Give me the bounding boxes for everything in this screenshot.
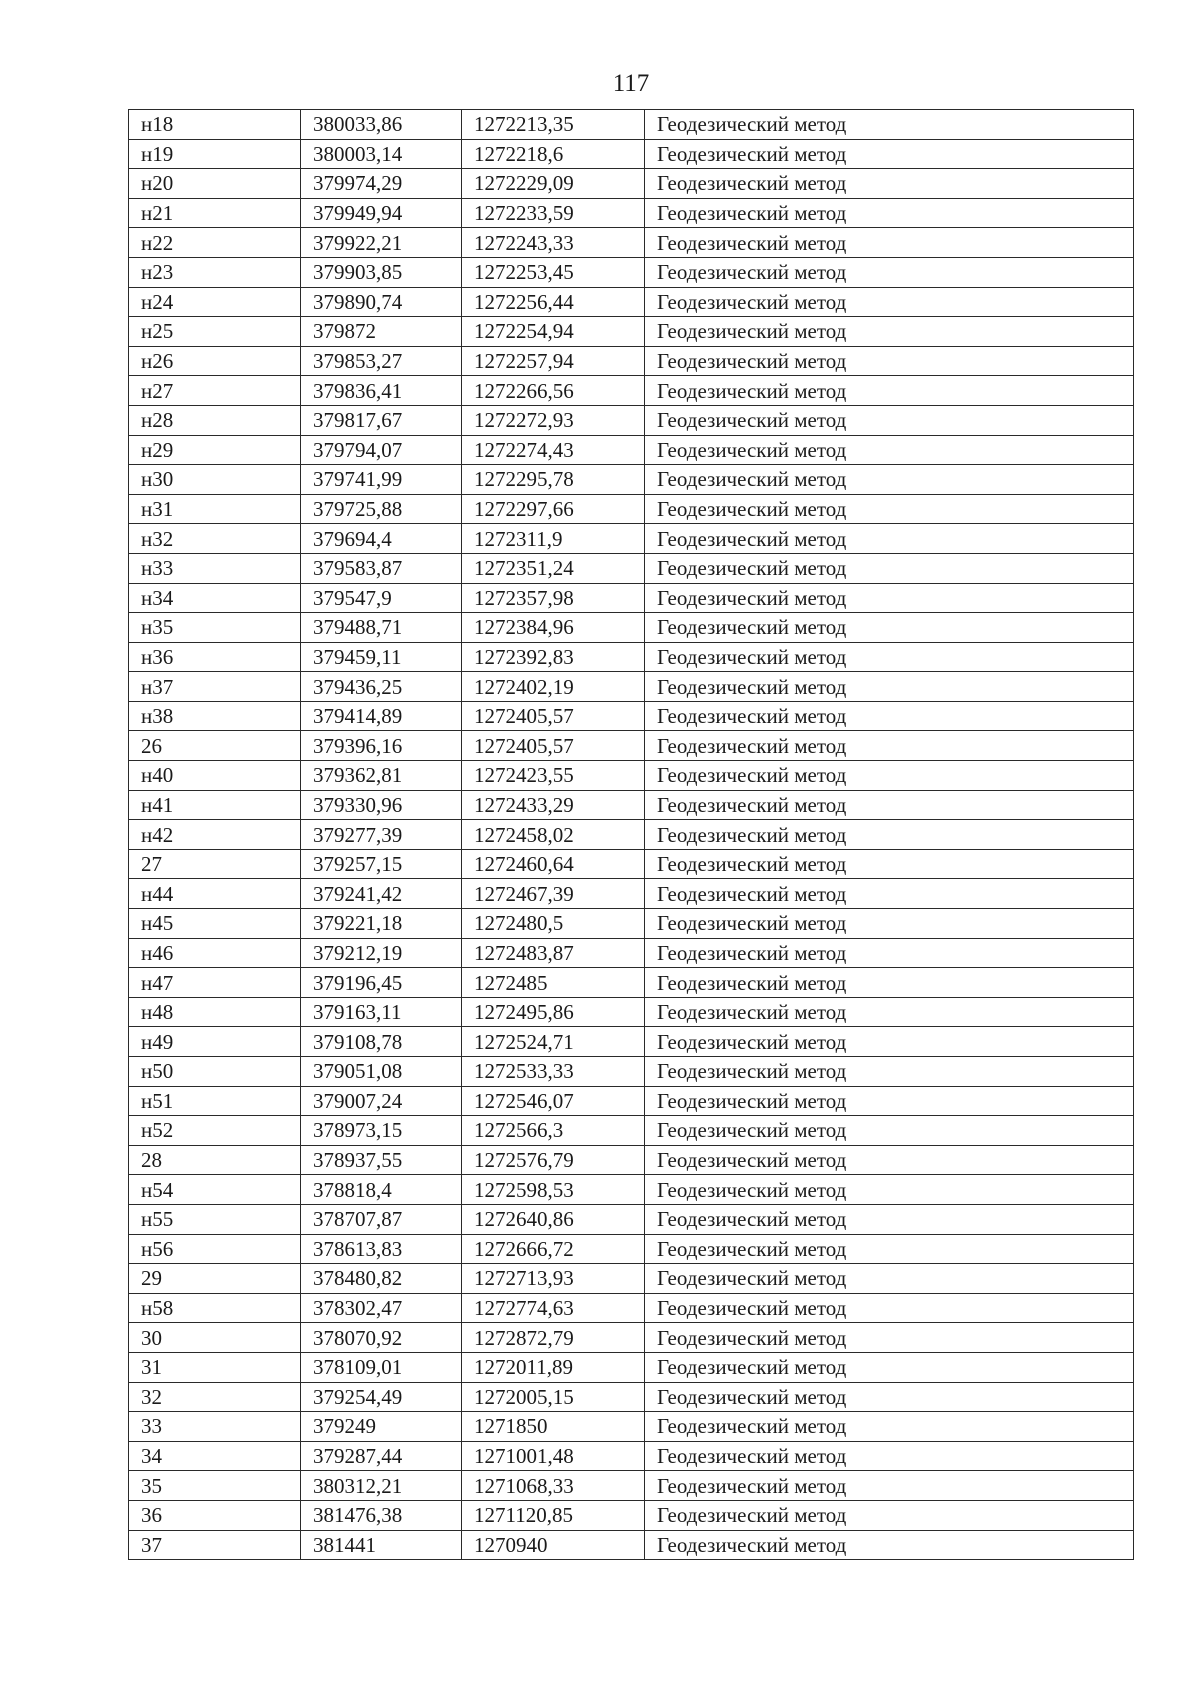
method-cell: Геодезический метод <box>645 1412 1134 1442</box>
table-row <box>129 1086 1134 1116</box>
method-cell: Геодезический метод <box>645 139 1134 169</box>
point-number-cell: н45 <box>129 909 301 939</box>
x-coordinate-cell: 379903,85 <box>301 257 462 287</box>
x-coordinate-cell: 379890,74 <box>301 287 462 317</box>
method-cell: Геодезический метод <box>645 1264 1134 1294</box>
method-cell: Геодезический метод <box>645 613 1134 643</box>
method-cell: Геодезический метод <box>645 938 1134 968</box>
method-cell: Геодезический метод <box>645 169 1134 199</box>
table-row <box>129 110 1134 140</box>
method-cell: Геодезический метод <box>645 1175 1134 1205</box>
y-coordinate-cell: 1272405,57 <box>462 731 645 761</box>
x-coordinate-cell: 379330,96 <box>301 790 462 820</box>
point-number-cell: н37 <box>129 672 301 702</box>
table-row <box>129 968 1134 998</box>
x-coordinate-cell: 379922,21 <box>301 228 462 258</box>
method-cell: Геодезический метод <box>645 1027 1134 1057</box>
method-cell: Геодезический метод <box>645 110 1134 140</box>
x-coordinate-cell: 381441 <box>301 1530 462 1560</box>
method-cell: Геодезический метод <box>645 405 1134 435</box>
table-row <box>129 1116 1134 1146</box>
y-coordinate-cell: 1272423,55 <box>462 761 645 791</box>
table-row <box>129 553 1134 583</box>
table-row <box>129 524 1134 554</box>
x-coordinate-cell: 379241,42 <box>301 879 462 909</box>
x-coordinate-cell: 379414,89 <box>301 701 462 731</box>
method-cell: Геодезический метод <box>645 1441 1134 1471</box>
point-number-cell: н48 <box>129 997 301 1027</box>
point-number-cell: 35 <box>129 1471 301 1501</box>
point-number-cell: н26 <box>129 346 301 376</box>
y-coordinate-cell: 1272256,44 <box>462 287 645 317</box>
y-coordinate-cell: 1272640,86 <box>462 1204 645 1234</box>
y-coordinate-cell: 1272666,72 <box>462 1234 645 1264</box>
x-coordinate-cell: 379583,87 <box>301 553 462 583</box>
point-number-cell: н22 <box>129 228 301 258</box>
method-cell: Геодезический метод <box>645 790 1134 820</box>
x-coordinate-cell: 379196,45 <box>301 968 462 998</box>
y-coordinate-cell: 1272005,15 <box>462 1382 645 1412</box>
point-number-cell: н33 <box>129 553 301 583</box>
point-number-cell: 37 <box>129 1530 301 1560</box>
method-cell: Геодезический метод <box>645 1471 1134 1501</box>
point-number-cell: н21 <box>129 198 301 228</box>
table-row <box>129 1264 1134 1294</box>
table-row <box>129 1145 1134 1175</box>
point-number-cell: 28 <box>129 1145 301 1175</box>
y-coordinate-cell: 1272402,19 <box>462 672 645 702</box>
x-coordinate-cell: 378707,87 <box>301 1204 462 1234</box>
y-coordinate-cell: 1272460,64 <box>462 849 645 879</box>
method-cell: Геодезический метод <box>645 1204 1134 1234</box>
y-coordinate-cell: 1272295,78 <box>462 465 645 495</box>
point-number-cell: н19 <box>129 139 301 169</box>
y-coordinate-cell: 1272392,83 <box>462 642 645 672</box>
point-number-cell: 27 <box>129 849 301 879</box>
point-number-cell: н29 <box>129 435 301 465</box>
method-cell: Геодезический метод <box>645 1323 1134 1353</box>
table-row <box>129 1500 1134 1530</box>
point-number-cell: н52 <box>129 1116 301 1146</box>
x-coordinate-cell: 379362,81 <box>301 761 462 791</box>
y-coordinate-cell: 1272566,3 <box>462 1116 645 1146</box>
x-coordinate-cell: 378937,55 <box>301 1145 462 1175</box>
method-cell: Геодезический метод <box>645 761 1134 791</box>
method-cell: Геодезический метод <box>645 583 1134 613</box>
table-row <box>129 228 1134 258</box>
table-row <box>129 909 1134 939</box>
point-number-cell: 33 <box>129 1412 301 1442</box>
method-cell: Геодезический метод <box>645 672 1134 702</box>
x-coordinate-cell: 379257,15 <box>301 849 462 879</box>
y-coordinate-cell: 1271068,33 <box>462 1471 645 1501</box>
y-coordinate-cell: 1272253,45 <box>462 257 645 287</box>
y-coordinate-cell: 1272485 <box>462 968 645 998</box>
table-row <box>129 1057 1134 1087</box>
table-row <box>129 1412 1134 1442</box>
point-number-cell: н58 <box>129 1293 301 1323</box>
y-coordinate-cell: 1272311,9 <box>462 524 645 554</box>
y-coordinate-cell: 1272384,96 <box>462 613 645 643</box>
y-coordinate-cell: 1271001,48 <box>462 1441 645 1471</box>
y-coordinate-cell: 1272458,02 <box>462 820 645 850</box>
y-coordinate-cell: 1272011,89 <box>462 1352 645 1382</box>
x-coordinate-cell: 379254,49 <box>301 1382 462 1412</box>
method-cell: Геодезический метод <box>645 731 1134 761</box>
y-coordinate-cell: 1272405,57 <box>462 701 645 731</box>
method-cell: Геодезический метод <box>645 1352 1134 1382</box>
x-coordinate-cell: 379212,19 <box>301 938 462 968</box>
point-number-cell: н40 <box>129 761 301 791</box>
x-coordinate-cell: 380003,14 <box>301 139 462 169</box>
table-row <box>129 405 1134 435</box>
x-coordinate-cell: 378070,92 <box>301 1323 462 1353</box>
x-coordinate-cell: 379051,08 <box>301 1057 462 1087</box>
x-coordinate-cell: 378818,4 <box>301 1175 462 1205</box>
point-number-cell: н42 <box>129 820 301 850</box>
coordinates-table <box>128 109 1134 1560</box>
y-coordinate-cell: 1272524,71 <box>462 1027 645 1057</box>
point-number-cell: 34 <box>129 1441 301 1471</box>
y-coordinate-cell: 1272243,33 <box>462 228 645 258</box>
point-number-cell: н25 <box>129 317 301 347</box>
point-number-cell: н31 <box>129 494 301 524</box>
x-coordinate-cell: 379725,88 <box>301 494 462 524</box>
table-row <box>129 1530 1134 1560</box>
method-cell: Геодезический метод <box>645 553 1134 583</box>
point-number-cell: н20 <box>129 169 301 199</box>
method-cell: Геодезический метод <box>645 820 1134 850</box>
point-number-cell: н54 <box>129 1175 301 1205</box>
y-coordinate-cell: 1272576,79 <box>462 1145 645 1175</box>
x-coordinate-cell: 379163,11 <box>301 997 462 1027</box>
coordinates-table-body <box>129 110 1134 1560</box>
method-cell: Геодезический метод <box>645 1086 1134 1116</box>
y-coordinate-cell: 1272480,5 <box>462 909 645 939</box>
table-row <box>129 139 1134 169</box>
x-coordinate-cell: 381476,38 <box>301 1500 462 1530</box>
method-cell: Геодезический метод <box>645 346 1134 376</box>
y-coordinate-cell: 1272774,63 <box>462 1293 645 1323</box>
table-row <box>129 198 1134 228</box>
y-coordinate-cell: 1272533,33 <box>462 1057 645 1087</box>
y-coordinate-cell: 1272351,24 <box>462 553 645 583</box>
x-coordinate-cell: 379488,71 <box>301 613 462 643</box>
method-cell: Геодезический метод <box>645 1382 1134 1412</box>
table-row <box>129 169 1134 199</box>
method-cell: Геодезический метод <box>645 1234 1134 1264</box>
method-cell: Геодезический метод <box>645 968 1134 998</box>
y-coordinate-cell: 1272266,56 <box>462 376 645 406</box>
y-coordinate-cell: 1272357,98 <box>462 583 645 613</box>
point-number-cell: н18 <box>129 110 301 140</box>
table-row <box>129 317 1134 347</box>
point-number-cell: 26 <box>129 731 301 761</box>
y-coordinate-cell: 1271850 <box>462 1412 645 1442</box>
point-number-cell: 31 <box>129 1352 301 1382</box>
x-coordinate-cell: 379741,99 <box>301 465 462 495</box>
x-coordinate-cell: 379949,94 <box>301 198 462 228</box>
x-coordinate-cell: 379853,27 <box>301 346 462 376</box>
table-row <box>129 1471 1134 1501</box>
y-coordinate-cell: 1270940 <box>462 1530 645 1560</box>
y-coordinate-cell: 1271120,85 <box>462 1500 645 1530</box>
x-coordinate-cell: 378613,83 <box>301 1234 462 1264</box>
table-row <box>129 376 1134 406</box>
x-coordinate-cell: 379459,11 <box>301 642 462 672</box>
table-row <box>129 879 1134 909</box>
y-coordinate-cell: 1272483,87 <box>462 938 645 968</box>
x-coordinate-cell: 379249 <box>301 1412 462 1442</box>
x-coordinate-cell: 379817,67 <box>301 405 462 435</box>
method-cell: Геодезический метод <box>645 376 1134 406</box>
x-coordinate-cell: 379277,39 <box>301 820 462 850</box>
point-number-cell: 36 <box>129 1500 301 1530</box>
table-row <box>129 1382 1134 1412</box>
point-number-cell: н51 <box>129 1086 301 1116</box>
point-number-cell: н41 <box>129 790 301 820</box>
y-coordinate-cell: 1272546,07 <box>462 1086 645 1116</box>
table-row <box>129 701 1134 731</box>
x-coordinate-cell: 379287,44 <box>301 1441 462 1471</box>
page-number: 117 <box>612 70 650 97</box>
method-cell: Геодезический метод <box>645 1057 1134 1087</box>
point-number-cell: н30 <box>129 465 301 495</box>
x-coordinate-cell: 379694,4 <box>301 524 462 554</box>
point-number-cell: н23 <box>129 257 301 287</box>
table-row <box>129 642 1134 672</box>
point-number-cell: 29 <box>129 1264 301 1294</box>
table-row <box>129 257 1134 287</box>
point-number-cell: н56 <box>129 1234 301 1264</box>
point-number-cell: н32 <box>129 524 301 554</box>
method-cell: Геодезический метод <box>645 317 1134 347</box>
point-number-cell: н24 <box>129 287 301 317</box>
table-row <box>129 1323 1134 1353</box>
point-number-cell: н50 <box>129 1057 301 1087</box>
table-row <box>129 1175 1134 1205</box>
method-cell: Геодезический метод <box>645 909 1134 939</box>
point-number-cell: н49 <box>129 1027 301 1057</box>
method-cell: Геодезический метод <box>645 435 1134 465</box>
y-coordinate-cell: 1272495,86 <box>462 997 645 1027</box>
table-row <box>129 583 1134 613</box>
table-row <box>129 1234 1134 1264</box>
x-coordinate-cell: 379836,41 <box>301 376 462 406</box>
x-coordinate-cell: 379872 <box>301 317 462 347</box>
y-coordinate-cell: 1272254,94 <box>462 317 645 347</box>
point-number-cell: 30 <box>129 1323 301 1353</box>
method-cell: Геодезический метод <box>645 494 1134 524</box>
y-coordinate-cell: 1272218,6 <box>462 139 645 169</box>
x-coordinate-cell: 378973,15 <box>301 1116 462 1146</box>
table-row <box>129 731 1134 761</box>
point-number-cell: н47 <box>129 968 301 998</box>
point-number-cell: н38 <box>129 701 301 731</box>
method-cell: Геодезический метод <box>645 524 1134 554</box>
table-row <box>129 1441 1134 1471</box>
y-coordinate-cell: 1272467,39 <box>462 879 645 909</box>
x-coordinate-cell: 380033,86 <box>301 110 462 140</box>
table-row <box>129 435 1134 465</box>
point-number-cell: н36 <box>129 642 301 672</box>
table-row <box>129 938 1134 968</box>
method-cell: Геодезический метод <box>645 1500 1134 1530</box>
y-coordinate-cell: 1272713,93 <box>462 1264 645 1294</box>
x-coordinate-cell: 379436,25 <box>301 672 462 702</box>
point-number-cell: 32 <box>129 1382 301 1412</box>
y-coordinate-cell: 1272257,94 <box>462 346 645 376</box>
point-number-cell: н44 <box>129 879 301 909</box>
point-number-cell: н46 <box>129 938 301 968</box>
point-number-cell: н34 <box>129 583 301 613</box>
x-coordinate-cell: 380312,21 <box>301 1471 462 1501</box>
table-row <box>129 761 1134 791</box>
y-coordinate-cell: 1272433,29 <box>462 790 645 820</box>
y-coordinate-cell: 1272297,66 <box>462 494 645 524</box>
y-coordinate-cell: 1272229,09 <box>462 169 645 199</box>
table-row <box>129 287 1134 317</box>
method-cell: Геодезический метод <box>645 465 1134 495</box>
table-row <box>129 790 1134 820</box>
table-row <box>129 849 1134 879</box>
x-coordinate-cell: 379974,29 <box>301 169 462 199</box>
method-cell: Геодезический метод <box>645 287 1134 317</box>
x-coordinate-cell: 378302,47 <box>301 1293 462 1323</box>
y-coordinate-cell: 1272213,35 <box>462 110 645 140</box>
x-coordinate-cell: 379396,16 <box>301 731 462 761</box>
method-cell: Геодезический метод <box>645 1116 1134 1146</box>
table-row <box>129 1293 1134 1323</box>
method-cell: Геодезический метод <box>645 997 1134 1027</box>
table-row <box>129 465 1134 495</box>
method-cell: Геодезический метод <box>645 879 1134 909</box>
y-coordinate-cell: 1272598,53 <box>462 1175 645 1205</box>
method-cell: Геодезический метод <box>645 257 1134 287</box>
y-coordinate-cell: 1272272,93 <box>462 405 645 435</box>
x-coordinate-cell: 379007,24 <box>301 1086 462 1116</box>
method-cell: Геодезический метод <box>645 849 1134 879</box>
point-number-cell: н55 <box>129 1204 301 1234</box>
method-cell: Геодезический метод <box>645 228 1134 258</box>
method-cell: Геодезический метод <box>645 701 1134 731</box>
table-row <box>129 997 1134 1027</box>
point-number-cell: н28 <box>129 405 301 435</box>
table-row <box>129 494 1134 524</box>
x-coordinate-cell: 379221,18 <box>301 909 462 939</box>
method-cell: Геодезический метод <box>645 1293 1134 1323</box>
x-coordinate-cell: 379108,78 <box>301 1027 462 1057</box>
x-coordinate-cell: 378109,01 <box>301 1352 462 1382</box>
method-cell: Геодезический метод <box>645 642 1134 672</box>
table-row <box>129 346 1134 376</box>
point-number-cell: н35 <box>129 613 301 643</box>
table-row <box>129 1352 1134 1382</box>
method-cell: Геодезический метод <box>645 1530 1134 1560</box>
y-coordinate-cell: 1272233,59 <box>462 198 645 228</box>
table-row <box>129 820 1134 850</box>
point-number-cell: н27 <box>129 376 301 406</box>
y-coordinate-cell: 1272872,79 <box>462 1323 645 1353</box>
y-coordinate-cell: 1272274,43 <box>462 435 645 465</box>
method-cell: Геодезический метод <box>645 198 1134 228</box>
table-row <box>129 672 1134 702</box>
table-row <box>129 1204 1134 1234</box>
x-coordinate-cell: 378480,82 <box>301 1264 462 1294</box>
method-cell: Геодезический метод <box>645 1145 1134 1175</box>
x-coordinate-cell: 379794,07 <box>301 435 462 465</box>
table-row <box>129 613 1134 643</box>
table-row <box>129 1027 1134 1057</box>
x-coordinate-cell: 379547,9 <box>301 583 462 613</box>
